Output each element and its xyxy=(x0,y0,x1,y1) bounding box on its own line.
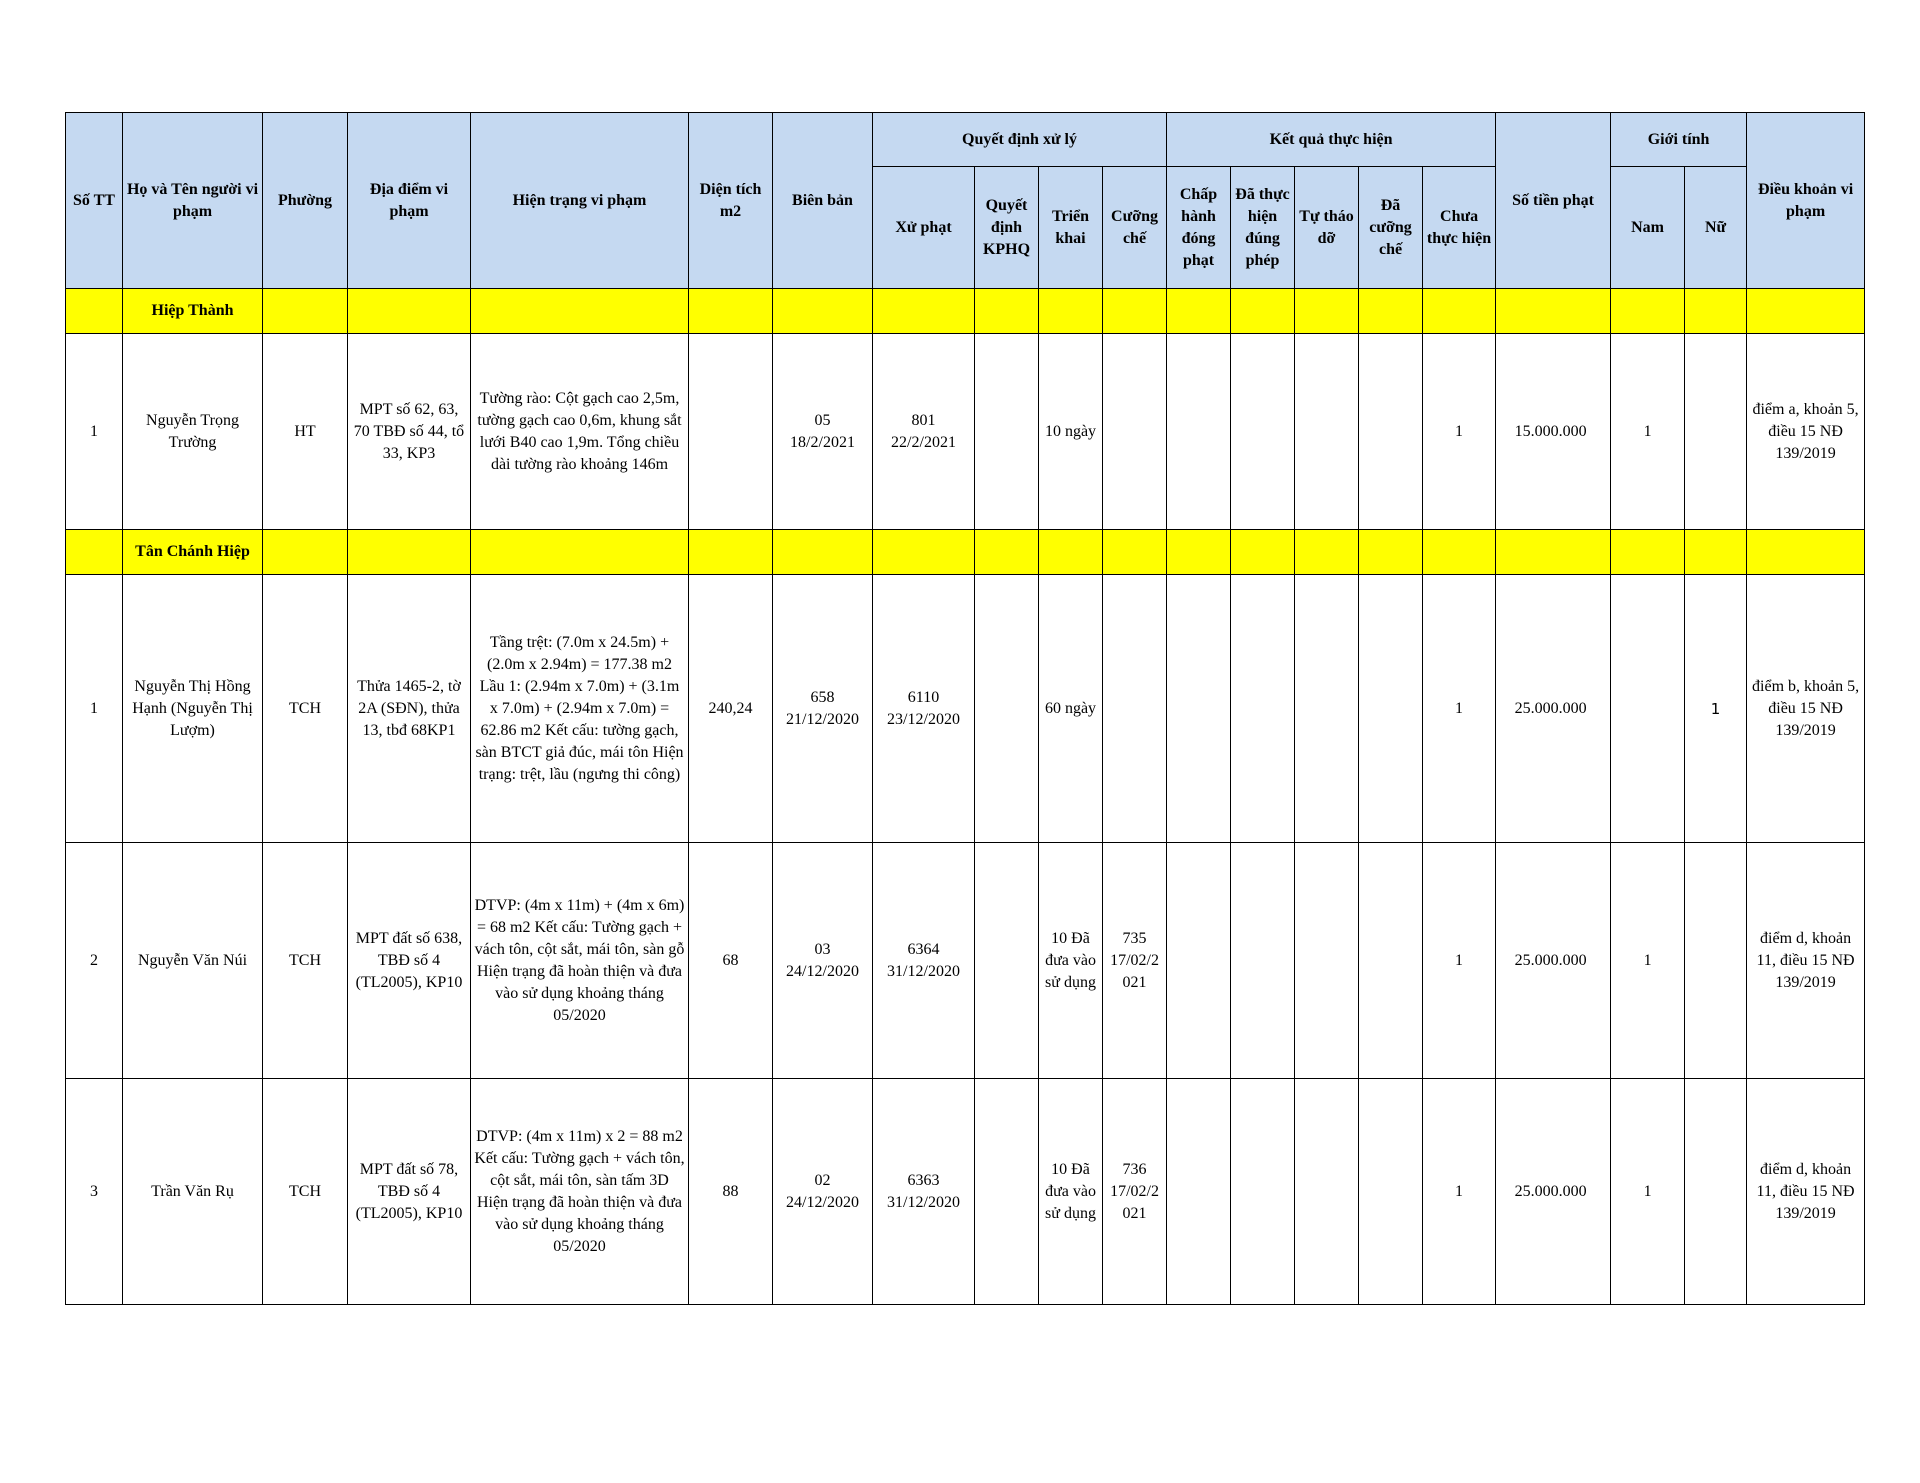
cell-dien-tich: 240,24 xyxy=(689,575,773,843)
cell-da-thuc-hien xyxy=(1231,843,1295,1079)
cell-xu-phat xyxy=(873,843,975,1079)
cell-dieu-khoan: điểm a, khoản 5, điều 15 NĐ 139/2019 xyxy=(1747,334,1865,530)
cell-phuong: TCH xyxy=(263,843,348,1079)
cell-bien-ban xyxy=(773,575,873,843)
header-gioi-tinh: Giới tính xyxy=(1611,113,1747,167)
header-xu-phat: Xử phạt xyxy=(873,167,975,289)
cell-so-tien: 25.000.000 xyxy=(1496,843,1611,1079)
cell-da-cuong-che xyxy=(1359,334,1423,530)
cell-da-cuong-che xyxy=(1359,575,1423,843)
xu-phat-ngay: 31/12/2020 xyxy=(887,1193,960,1211)
xu-phat-so: 6110 xyxy=(907,688,940,706)
cell-qd-kphq xyxy=(975,843,1039,1079)
cell-ho-ten: Nguyễn Văn Núi xyxy=(123,843,263,1079)
group-name: Hiệp Thành xyxy=(123,289,263,334)
cell-stt: 3 xyxy=(66,1079,123,1305)
cell-nu xyxy=(1685,1079,1747,1305)
xu-phat-so: 801 xyxy=(911,411,936,429)
cell-xu-phat xyxy=(873,575,975,843)
cell-tu-thao-do xyxy=(1295,575,1359,843)
cell-trien-khai: 60 ngày xyxy=(1039,575,1103,843)
bien-ban-ngay: 18/2/2021 xyxy=(790,433,855,451)
bien-ban-so: 03 xyxy=(814,940,831,958)
cell-da-thuc-hien xyxy=(1231,334,1295,530)
cell-chap-hanh xyxy=(1167,1079,1231,1305)
header-nam: Nam xyxy=(1611,167,1685,289)
cell-tu-thao-do xyxy=(1295,1079,1359,1305)
cell-chua-thuc-hien: 1 xyxy=(1423,843,1496,1079)
cell-nam: 1 xyxy=(1611,334,1685,530)
cell-phuong: HT xyxy=(263,334,348,530)
violation-table xyxy=(65,112,1865,1305)
cell-dia-diem: MPT đất số 78, TBĐ số 4 (TL2005), KP10 xyxy=(348,1079,471,1305)
cell-so-tien: 15.000.000 xyxy=(1496,334,1611,530)
cell-cuong-che: 736 17/02/2 021 xyxy=(1103,1079,1167,1305)
table-row xyxy=(66,1079,1865,1305)
cell-ho-ten: Nguyễn Trọng Trường xyxy=(123,334,263,530)
cell-chap-hanh xyxy=(1167,843,1231,1079)
cell-da-cuong-che xyxy=(1359,1079,1423,1305)
header-ho-ten: Họ và Tên người vi phạm xyxy=(123,113,263,289)
cell-trien-khai: 10 ngày xyxy=(1039,334,1103,530)
bien-ban-ngay: 24/12/2020 xyxy=(786,962,859,980)
cell-stt: 1 xyxy=(66,575,123,843)
xu-phat-ngay: 23/12/2020 xyxy=(887,710,960,728)
cell-chap-hanh xyxy=(1167,334,1231,530)
cell-trien-khai: 10 Đã đưa vào sử dụng xyxy=(1039,1079,1103,1305)
cell-dien-tich: 88 xyxy=(689,1079,773,1305)
cell-qd-kphq xyxy=(975,334,1039,530)
cell-so-tien: 25.000.000 xyxy=(1496,575,1611,843)
cell-tu-thao-do xyxy=(1295,843,1359,1079)
cell-nu xyxy=(1685,843,1747,1079)
cell-chua-thuc-hien: 1 xyxy=(1423,334,1496,530)
header-qd-kphq: Quyết định KPHQ xyxy=(975,167,1039,289)
table-row xyxy=(66,843,1865,1079)
xu-phat-ngay: 31/12/2020 xyxy=(887,962,960,980)
cell-so-tien: 25.000.000 xyxy=(1496,1079,1611,1305)
header-nu: Nữ xyxy=(1685,167,1747,289)
cell-dien-tich: 68 xyxy=(689,843,773,1079)
xu-phat-ngay: 22/2/2021 xyxy=(891,433,956,451)
cell-hien-trang: DTVP: (4m x 11m) + (4m x 6m) = 68 m2 Kết cấu: Tường gạch + vách tôn, cột sắt, mái tôn, sàn gỗ Hiện trạng đã hoàn thiện và đưa vào sử dụng khoảng tháng 05/2020 xyxy=(471,843,689,1079)
group-name: Tân Chánh Hiệp xyxy=(123,530,263,575)
cell-nam xyxy=(1611,575,1685,843)
bien-ban-so: 658 xyxy=(810,688,835,706)
cell-dia-diem: Thửa 1465-2, tờ 2A (SĐN), thửa 13, tbđ 68KP1 xyxy=(348,575,471,843)
cell-da-thuc-hien xyxy=(1231,1079,1295,1305)
table-row xyxy=(66,575,1865,843)
header-quyet-dinh-xu-ly: Quyết định xử lý xyxy=(873,113,1167,167)
header-dieu-khoan: Điều khoản vi phạm xyxy=(1747,113,1865,289)
cell-nam: 1 xyxy=(1611,843,1685,1079)
header-dia-diem: Địa điểm vi phạm xyxy=(348,113,471,289)
cell-stt: 2 xyxy=(66,843,123,1079)
header-tu-thao-do: Tự tháo dỡ xyxy=(1295,167,1359,289)
bien-ban-ngay: 24/12/2020 xyxy=(786,1193,859,1211)
cell-xu-phat xyxy=(873,334,975,530)
cell-ho-ten: Nguyễn Thị Hồng Hạnh (Nguyễn Thị Lượm) xyxy=(123,575,263,843)
cell-ho-ten: Trần Văn Rụ xyxy=(123,1079,263,1305)
header-hien-trang: Hiện trạng vi phạm xyxy=(471,113,689,289)
cell-hien-trang: DTVP: (4m x 11m) x 2 = 88 m2 Kết cấu: Tường gạch + vách tôn, cột sắt, mái tôn, sàn tấm 3D Hiện trạng đã hoàn thiện và đưa vào sử dụng khoảng tháng 05/2020 xyxy=(471,1079,689,1305)
cell-dieu-khoan: điểm b, khoản 5, điều 15 NĐ 139/2019 xyxy=(1747,575,1865,843)
cell-trien-khai: 10 Đã đưa vào sử dụng xyxy=(1039,843,1103,1079)
cell-nam: 1 xyxy=(1611,1079,1685,1305)
header-dien-tich: Diện tích m2 xyxy=(689,113,773,289)
header-trien-khai: Triển khai xyxy=(1039,167,1103,289)
bien-ban-so: 02 xyxy=(814,1171,831,1189)
cell-chua-thuc-hien: 1 xyxy=(1423,1079,1496,1305)
cell-nu: 1 xyxy=(1685,575,1747,843)
table-row xyxy=(66,334,1865,530)
xu-phat-so: 6363 xyxy=(907,1171,940,1189)
header-da-thuc-hien: Đã thực hiện đúng phép xyxy=(1231,167,1295,289)
header-chua-thuc-hien: Chưa thực hiện xyxy=(1423,167,1496,289)
cell-hien-trang: Tường rào: Cột gạch cao 2,5m, tường gạch cao 0,6m, khung sắt lưới B40 cao 1,9m. Tổng chiều dài tường rào khoảng 146m xyxy=(471,334,689,530)
xu-phat-so: 6364 xyxy=(907,940,940,958)
cell-dieu-khoan: điểm d, khoản 11, điều 15 NĐ 139/2019 xyxy=(1747,1079,1865,1305)
header-ket-qua: Kết quả thực hiện xyxy=(1167,113,1496,167)
cell-bien-ban xyxy=(773,843,873,1079)
cell-cuong-che xyxy=(1103,334,1167,530)
group-row xyxy=(66,530,1865,575)
header-chap-hanh: Chấp hành đóng phạt xyxy=(1167,167,1231,289)
header-cuong-che: Cưỡng chế xyxy=(1103,167,1167,289)
header-bien-ban: Biên bản xyxy=(773,113,873,289)
cell-cuong-che xyxy=(1103,575,1167,843)
cell-stt: 1 xyxy=(66,334,123,530)
group-row xyxy=(66,289,1865,334)
bien-ban-ngay: 21/12/2020 xyxy=(786,710,859,728)
table-body xyxy=(66,289,1865,1305)
cell-qd-kphq xyxy=(975,575,1039,843)
cell-hien-trang: Tầng trệt: (7.0m x 24.5m) + (2.0m x 2.94m) = 177.38 m2 Lầu 1: (2.94m x 7.0m) + (3.1m x 7.0m) + (2.94m x 7.0m) = 62.86 m2 Kết cấu: tường gạch, sàn BTCT giả đúc, mái tôn Hiện trạng: trệt, lầu (ngưng thi công) xyxy=(471,575,689,843)
cell-tu-thao-do xyxy=(1295,334,1359,530)
header-da-cuong-che: Đã cưỡng chế xyxy=(1359,167,1423,289)
cell-dien-tich xyxy=(689,334,773,530)
cell-dieu-khoan: điểm d, khoản 11, điều 15 NĐ 139/2019 xyxy=(1747,843,1865,1079)
cell-chua-thuc-hien: 1 xyxy=(1423,575,1496,843)
header-stt: Số TT xyxy=(66,113,123,289)
cell-chap-hanh xyxy=(1167,575,1231,843)
bien-ban-so: 05 xyxy=(814,411,831,429)
header-phuong: Phường xyxy=(263,113,348,289)
cell-dia-diem: MPT đất số 638, TBĐ số 4 (TL2005), KP10 xyxy=(348,843,471,1079)
cell-da-cuong-che xyxy=(1359,843,1423,1079)
cell-nu xyxy=(1685,334,1747,530)
cell-cuong-che: 735 17/02/2 021 xyxy=(1103,843,1167,1079)
cell-da-thuc-hien xyxy=(1231,575,1295,843)
cell-phuong: TCH xyxy=(263,1079,348,1305)
cell-bien-ban xyxy=(773,334,873,530)
cell-dia-diem: MPT số 62, 63, 70 TBĐ số 44, tổ 33, KP3 xyxy=(348,334,471,530)
header-so-tien: Số tiền phạt xyxy=(1496,113,1611,289)
cell-xu-phat xyxy=(873,1079,975,1305)
cell-phuong: TCH xyxy=(263,575,348,843)
cell-bien-ban xyxy=(773,1079,873,1305)
cell-qd-kphq xyxy=(975,1079,1039,1305)
